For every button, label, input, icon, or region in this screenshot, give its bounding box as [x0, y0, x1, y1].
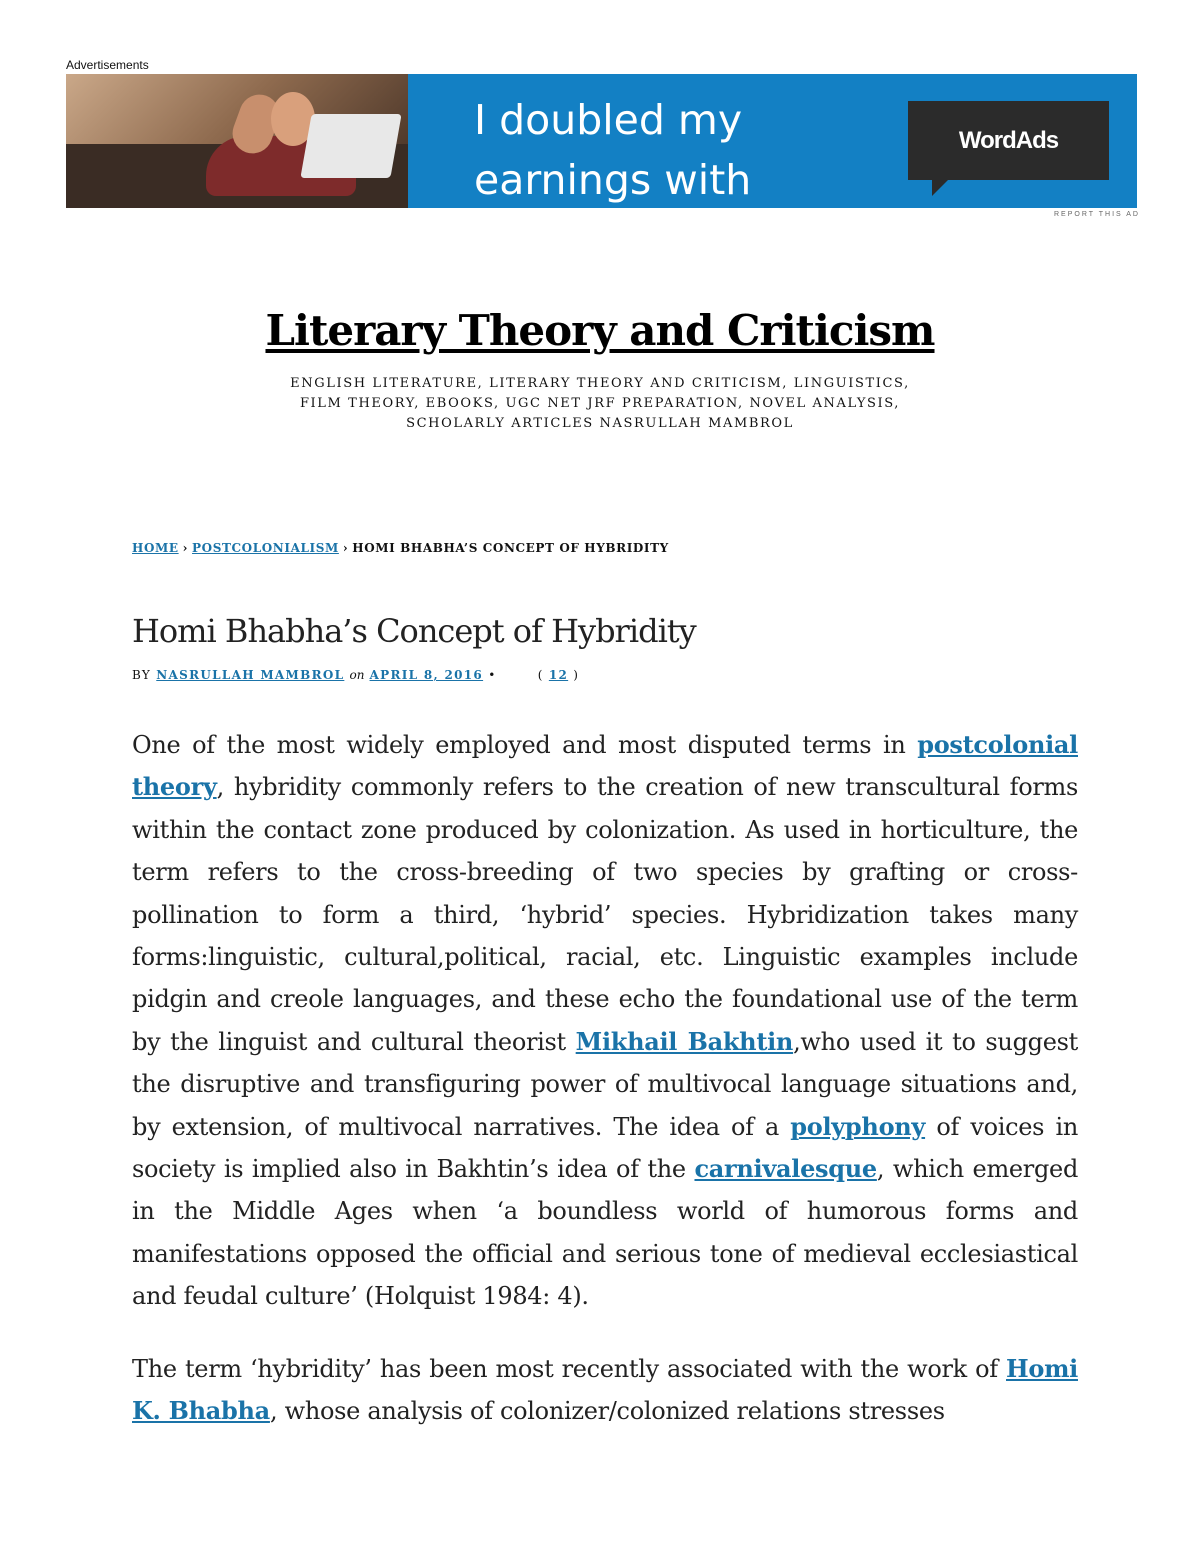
homi-bhabha-link[interactable]: Homi K. Bhabha: [132, 1353, 1078, 1426]
comments-paren-open: (: [537, 668, 544, 682]
ad-headline-line2: earnings with: [474, 156, 752, 204]
breadcrumb-category-link[interactable]: POSTCOLONIALISM: [192, 541, 339, 555]
date-link[interactable]: APRIL 8, 2016: [369, 668, 484, 682]
advertisements-label: Advertisements: [66, 58, 149, 72]
breadcrumb-home-link[interactable]: HOME: [132, 541, 179, 555]
post-meta: [132, 668, 579, 682]
breadcrumb-separator: ›: [182, 541, 189, 555]
ad-photo-laptop: [300, 114, 401, 178]
ad-photo: [66, 74, 408, 208]
ad-headline-line1: I doubled my: [474, 96, 743, 144]
paragraph-text: , hybridity commonly refers to the creation of new transcultural forms within the contact zone produced by colonization. As used in horticulture, the term refers to the cross-breeding of two species by grafting or cross-pollination to form a third, ‘hybrid’ species. Hybridization takes many forms:linguistic, cultural,political, racial, etc. Linguistic examples include pidgin and creole languages, and these echo the foundational use of the term by the linguist and cultural theorist: [132, 773, 1078, 1056]
wordads-logo: WordAds: [908, 101, 1109, 180]
tagline-line2: FILM THEORY, EBOOKS, UGC NET JRF PREPARATION, NOVEL ANALYSIS,: [299, 396, 901, 411]
site-tagline: [270, 374, 930, 434]
paragraph-text: of voices in society is implied also in Bakhtin’s idea of the: [132, 1112, 1078, 1184]
polyphony-link[interactable]: polyphony: [790, 1111, 926, 1141]
article-body: [132, 724, 1078, 1463]
site-title[interactable]: Literary Theory and Criticism: [265, 306, 935, 355]
tagline-line1: ENGLISH LITERATURE, LITERARY THEORY AND CRITICISM, LINGUISTICS,: [290, 376, 910, 391]
paragraph-text: ,who used it to suggest the disruptive and transfiguring power of multivocal language situations and, by extension, of multivocal narratives. The idea of a: [132, 1027, 1078, 1141]
post-title: Homi Bhabha’s Concept of Hybridity: [132, 612, 696, 650]
postcolonial-theory-link[interactable]: postcolonial theory: [132, 730, 1078, 802]
carnivalesque-link[interactable]: carnivalesque: [694, 1154, 877, 1184]
paragraph-text: , which emerged in the Middle Ages when ‘a boundless world of humorous forms and manifestations opposed the official and serious tone of medieval ecclesiastical and feudal culture’ (Holquist 1984: 4).: [132, 1155, 1079, 1311]
meta-bullet: •: [488, 668, 497, 682]
breadcrumb-current: HOMI BHABHA’S CONCEPT OF HYBRIDITY: [352, 541, 669, 555]
paragraph-text: The term ‘hybridity’ has been most recently associated with the work of: [132, 1354, 1006, 1383]
speech-bubble-tail-icon: [932, 180, 948, 196]
breadcrumb-separator: ›: [342, 541, 349, 555]
report-ad-link[interactable]: REPORT THIS AD: [1054, 211, 1140, 218]
mikhail-bakhtin-link[interactable]: Mikhail Bakhtin: [575, 1026, 794, 1056]
tagline-line3: SCHOLARLY ARTICLES NASRULLAH MAMBROL: [406, 416, 794, 431]
comments-link[interactable]: 12: [548, 668, 569, 682]
author-link[interactable]: NASRULLAH MAMBROL: [156, 668, 345, 682]
breadcrumb: [132, 541, 669, 555]
paragraph-text: One of the most widely employed and most disputed terms in: [132, 731, 918, 759]
article-paragraph: [132, 724, 1078, 1318]
comments-paren-close: ): [573, 668, 580, 682]
meta-on: on: [349, 668, 365, 682]
ad-banner[interactable]: [66, 74, 1137, 208]
article-paragraph: [132, 1348, 1078, 1433]
comments-count: [538, 668, 580, 682]
ad-headline: [474, 90, 914, 208]
meta-by: BY: [132, 668, 152, 682]
paragraph-text: , whose analysis of colonizer/colonized relations stresses: [269, 1397, 945, 1426]
